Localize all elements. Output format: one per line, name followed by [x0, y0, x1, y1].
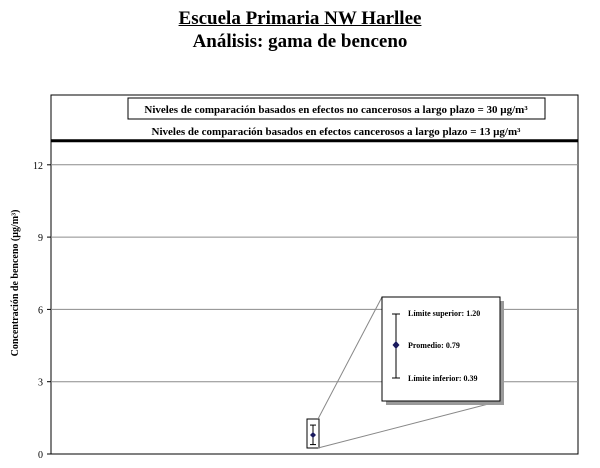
y-tick-label-6: 6	[38, 305, 43, 317]
chart-subtitle: Análisis: gama de benceno	[192, 31, 408, 52]
chart-title: Escuela Primaria NW Harllee	[178, 8, 422, 29]
inset-mean-label: Promedio: 0.79	[408, 341, 460, 350]
inset-connector-bottom	[318, 401, 500, 448]
non-cancer-level-text: Niveles de comparación basados en efectos no cancerosos a largo plazo = 30 µg/m³	[144, 104, 528, 116]
y-tick-label-3: 3	[38, 377, 43, 389]
inset-lower-label: Límite inferior: 0.39	[408, 374, 478, 383]
inset-connector-top	[318, 297, 382, 419]
y-tick-label-9: 9	[38, 233, 43, 245]
inset-upper-label: Límite superior: 1.20	[408, 309, 481, 318]
y-axis-label: Concentración de benceno (µg/m³)	[10, 209, 21, 357]
cancer-level-text: Niveles de comparación basados en efectos cancerosos a largo plazo = 13 µg/m³	[151, 126, 521, 138]
y-tick-label-0: 0	[38, 450, 43, 461]
y-tick-label-12: 12	[33, 160, 43, 172]
